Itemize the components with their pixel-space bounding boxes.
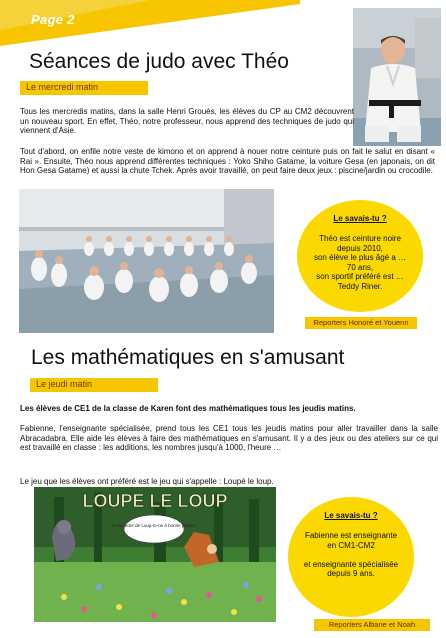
loupe-le-loup-game-image (34, 487, 276, 622)
section2-title: Les mathématiques en s'amusant (31, 346, 345, 369)
section2-reporters: Reporters Albane et Noah (314, 619, 430, 631)
section1-paragraph-intro: Tous les mercredis matins, dans la salle Henri Grouès, les élèves du CP au CM2 découvrent un nouveau sport. En effet, Théo, notre professeur, nous apprend des techniques de judo qui viennent d'Asie. (20, 107, 354, 135)
section1-info-title: Le savais-tu ? (333, 214, 387, 223)
judo-class-photo (19, 189, 274, 333)
game-speech-bubble: Croix lettre de Loup-to-ne à bonne portée! (112, 523, 196, 528)
section2-paragraph-intro: Les élèves de CE1 de la classe de Karen font des mathématiques tous les jeudis matins. (20, 404, 356, 413)
section1-paragraph-details: Tout d'abord, on enfile notre veste de kimono et on apprend à nouer notre ceinture puis on fait le salut en disant « Rai ». Ensuite, Théo nous apprend différentes techniques : Yoko Shiho Gatame, la voiture Gesa (en japonais, on dit Hon Gesa Gatame) et aussi la chute Tchek. Après avoir travaillé, on peut faire deux jeux : piscine/jardin ou crocodile. (20, 147, 435, 175)
section2-day-tag: Le jeudi matin (30, 378, 158, 392)
section1-reporters: Reporters Honoré et Youenn (305, 317, 417, 329)
section1-day-tag: Le mercredi matin (20, 81, 148, 95)
section2-info-text: Fabienne est enseignante en CM1-CM2 et enseignante spécialisée depuis 9 ans. (303, 531, 399, 578)
section1-info-circle (297, 200, 423, 312)
judo-teacher-photo (353, 8, 441, 146)
game-logo-text: LOUPE LE LOUP (82, 491, 228, 511)
section2-paragraph-details: Fabienne, l'enseignante spécialisée, prend tous les CE1 tous les jeudis matins pour aller travailler dans la salle Abracadabra. Elle aide les élèves à faire des mathématiques en s'amusant. Il y a des jeux ou des ateliers sur ce qui est travaillé en classe : les additions, les nombres jusqu'à 1000, l'heure … (20, 424, 438, 452)
section2-info-title: Le savais-tu ? (324, 511, 378, 520)
section2-info-circle (288, 497, 414, 617)
section1-title: Séances de judo avec Théo (29, 50, 289, 73)
section1-info-text: Théo est ceinture noire depuis 2010, son élève le plus âgé a … 70 ans, son sportif préféré est … Teddy Riner. (313, 234, 407, 291)
section2-paragraph-game: Le jeu que les élèves ont préféré est le jeu qui s'appelle : Loupé le loup. (20, 477, 274, 486)
page-number: Page 2 (31, 12, 75, 27)
